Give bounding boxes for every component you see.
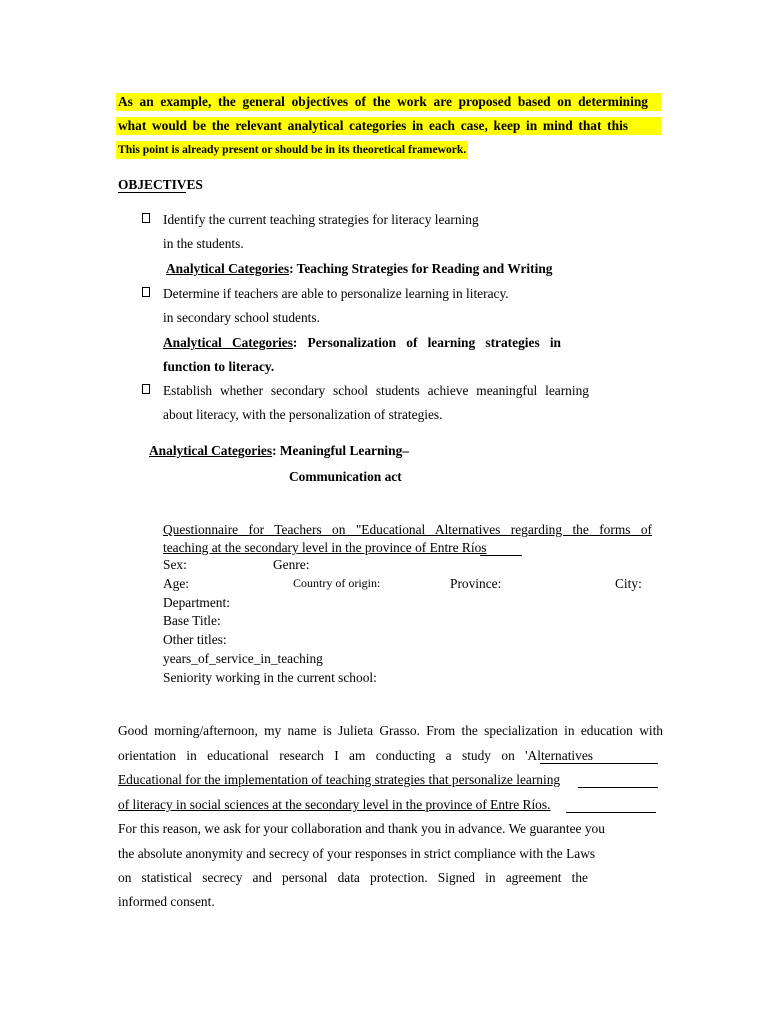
bullet-icon <box>142 287 150 297</box>
letter-underline-3 <box>578 787 658 788</box>
letter-line-7: on statistical secrecy and personal data protection. Signed in agreement the <box>118 870 588 885</box>
letter-line-2: orientation in educational research I am conducting a study on 'Alternatives <box>118 748 593 763</box>
title-trailing-underline <box>480 555 522 556</box>
field-base-title: Base Title: <box>163 613 221 628</box>
intro-line-2: what would be the relevant analytical categories in each case, keep in mind that this <box>118 118 628 133</box>
letter-line-3: Educational for the implementation of teaching strategies that personalize learning <box>118 772 561 787</box>
questionnaire-title-line-2: teaching at the secondary level in the province of Entre Ríos <box>163 540 487 555</box>
objectives-heading: OBJECTIVES <box>118 177 203 192</box>
intro-line-3: This point is already present or should be in its theoretical framework. <box>118 143 467 156</box>
objective-3-line-2: about literacy, with the personalization of strategies. <box>163 407 443 422</box>
letter-line-4: of literacy in social sciences at the secondary level in the province of Entre Ríos. <box>118 797 551 812</box>
objective-1-category: Analytical Categories: Teaching Strategies for Reading and Writing <box>166 261 553 276</box>
field-city: City: <box>615 576 642 591</box>
field-years-of-service: years_of_service_in_teaching <box>163 651 323 666</box>
objective-2-category-line-2: function to literacy. <box>163 359 275 374</box>
field-age: Age: <box>163 576 190 591</box>
objective-1-line-1: Identify the current teaching strategies for literacy learning <box>163 212 479 227</box>
intro-line-1: As an example, the general objectives of the work are proposed based on determining <box>118 94 648 109</box>
letter-line-5: For this reason, we ask for your collaboration and thank you in advance. We guarantee you <box>118 821 605 836</box>
heading-underline <box>118 192 186 193</box>
objective-3-line-1: Establish whether secondary school students achieve meaningful learning <box>163 383 589 398</box>
field-seniority: Seniority working in the current school: <box>163 670 377 685</box>
field-province: Province: <box>450 576 502 591</box>
objective-2-line-1: Determine if teachers are able to personalize learning in literacy. <box>163 286 509 301</box>
field-genre: Genre: <box>273 557 310 572</box>
field-sex: Sex: <box>163 557 187 572</box>
category-3: Analytical Categories: Meaningful Learning– <box>149 443 409 458</box>
bullet-icon <box>142 384 150 394</box>
objective-2-category: Analytical Categories: Personalization of learning strategies in <box>163 335 561 350</box>
field-other-titles: Other titles: <box>163 632 227 647</box>
letter-line-1: Good morning/afternoon, my name is Julieta Grasso. From the specialization in education with <box>118 723 663 738</box>
letter-underline-4 <box>566 812 656 813</box>
objective-2-line-2: in secondary school students. <box>163 310 320 325</box>
objective-1-line-2: in the students. <box>163 236 244 251</box>
questionnaire-title-line-1: Questionnaire for Teachers on "Educational Alternatives regarding the forms of <box>163 522 652 537</box>
letter-underline-2 <box>540 763 658 764</box>
category-3-line-2: Communication act <box>289 469 402 484</box>
letter-line-6: the absolute anonymity and secrecy of your responses in strict compliance with the Laws <box>118 846 596 861</box>
bullet-icon <box>142 213 150 223</box>
field-department: Department: <box>163 595 230 610</box>
field-country: Country of origin: <box>293 576 381 590</box>
letter-line-8: informed consent. <box>118 894 215 909</box>
